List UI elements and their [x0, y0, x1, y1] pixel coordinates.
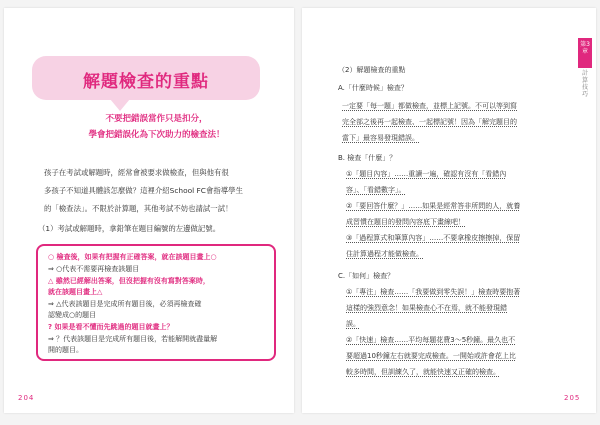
a-line-3: 當下」最容易發現錯誤。	[342, 134, 419, 142]
heading-c: C.「如何」檢查？	[338, 272, 395, 280]
b-line-2: 容」、「看錯數字」。	[346, 186, 406, 194]
b-line-6: 住計算過程才能做檢查。	[346, 250, 423, 258]
b-line-1: ①「題目內容」……重讀一遍，確認有沒有「看錯內	[346, 170, 507, 178]
c-line-5: 要超過10秒鐘左右就要完成檢查。一開始或許會花上比	[346, 352, 516, 360]
chapter-subtitle: 計算技巧	[581, 70, 588, 98]
step-line: （1）考試或解題時，拿鉛筆在題目編號的左邊做記號。	[38, 224, 221, 233]
box-line-2: ⇒ ○代表不需要再檢查該題目	[48, 265, 140, 273]
a-line-1: 一定要「每一題」都做檢查，並標上記號。不可以等到寫	[342, 102, 517, 110]
heading-a: A.「什麼時候」檢查？	[338, 84, 408, 92]
box-line-9: 開的題目。	[48, 346, 83, 354]
box-line-7: ? 如果是看不懂而先跳過的題目就畫上？	[48, 323, 174, 331]
right-page	[302, 8, 596, 413]
chapter-tab: 第3章	[578, 38, 592, 68]
page-number-left: 204	[18, 394, 35, 402]
b-line-3: ②「要回答什麼？」……如果是經常答非所問的人，就養	[346, 202, 521, 210]
c-line-4: ②「快速」檢查……平均每題花費3～5秒鐘。最久也不	[346, 336, 516, 344]
intro-line-3: 的「檢查法」。不限於計算題，其他考試不妨也請試一試！	[44, 204, 233, 213]
page-title: 解題檢查的重點	[83, 72, 209, 92]
section-heading: （2）解題檢查的重點	[338, 66, 406, 74]
subtitle-line-2: 學會把錯誤化為下次助力的檢查法！	[88, 130, 225, 140]
a-line-2: 完全部之後再一起檢查、一起標記號！因為「解完題目的	[342, 118, 517, 126]
c-line-6: 較多時間，但訓練久了，就能快速又正確的檢查。	[346, 368, 500, 376]
box-line-8: ⇒ ？代表該題目是完成所有題目後，若能解開就盡量解	[48, 335, 218, 343]
c-line-2: 這樣的強烈意念！如果檢查心不在焉，就不能發現錯	[346, 304, 507, 312]
heading-b: B. 檢查「什麼」？	[338, 154, 397, 162]
box-line-6: 認變成○的題目	[48, 311, 97, 319]
subtitle-line-1: 不要把錯誤當作只是扣分，	[105, 114, 208, 124]
page-number-right: 205	[564, 394, 581, 402]
b-line-4: 成習慣在題目的發問內容底下畫線吧！	[346, 218, 465, 226]
box-line-5: ⇒ △代表該題目是完成所有題目後，必須再檢查確	[48, 300, 202, 308]
title-bubble	[32, 56, 260, 100]
note-box	[36, 244, 276, 361]
intro-line-1: 孩子在考試或解題時，經常會被要求做檢查，但與他有很	[44, 168, 229, 177]
b-line-5: ③「過程算式和筆算內容」……不要拿橡皮擦擦掉，保留	[346, 234, 521, 242]
box-line-1: ○ 檢查後，如果有把握有正確答案，就在該題目畫上○	[48, 253, 217, 261]
c-line-3: 誤。	[346, 320, 360, 328]
c-line-1: ①「專注」檢查……「我要做到零失誤！」檢查時要抱著	[346, 288, 521, 296]
left-page	[4, 8, 294, 413]
intro-line-2: 多孩子不知道具體該怎麼做？這裡介紹School FC會指導學生	[44, 186, 243, 195]
box-line-4: 就在該題目畫上△	[48, 288, 103, 296]
box-line-3: △ 雖然已經解出答案，但沒把握有沒有寫對答案時，	[48, 277, 210, 285]
